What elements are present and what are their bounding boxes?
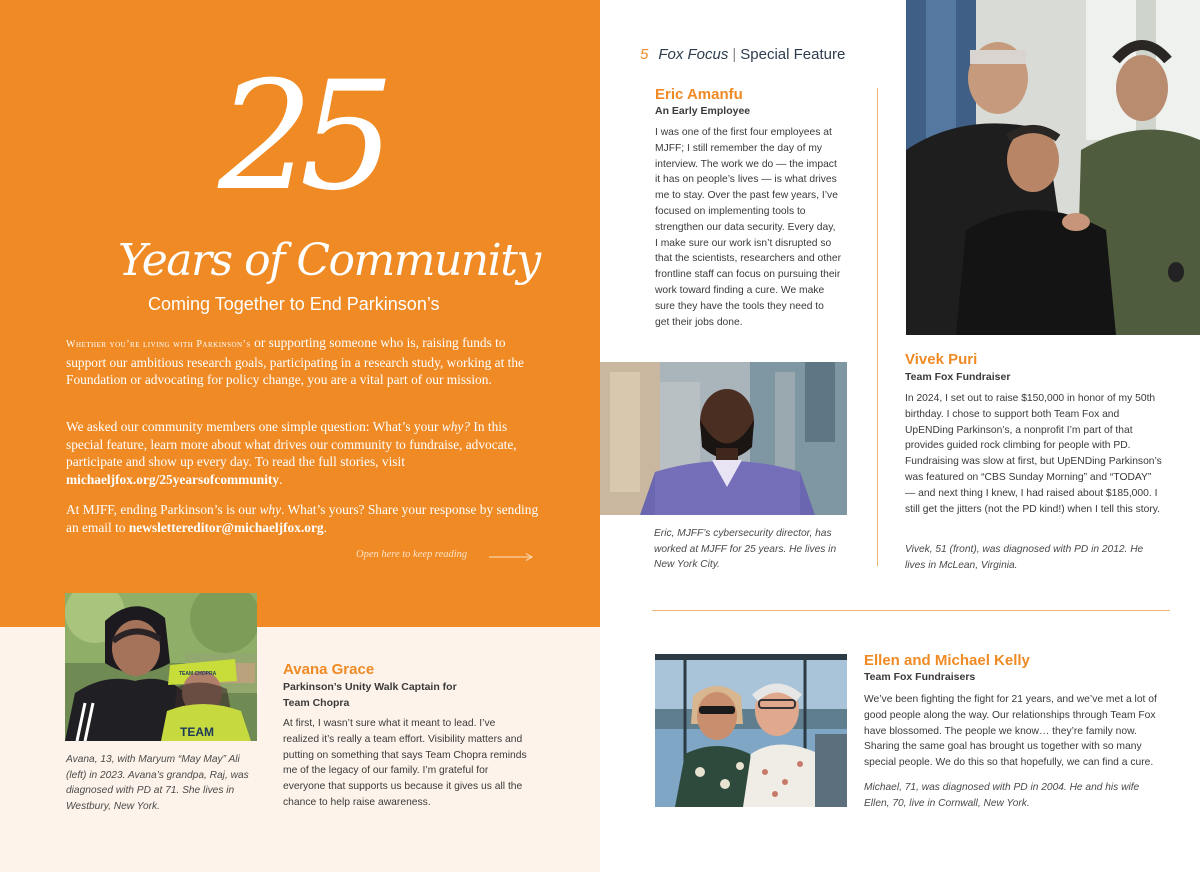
eric-photo [600, 362, 847, 515]
page-header [640, 45, 845, 65]
kelly-photo [655, 654, 847, 807]
eric-body: I was one of the first four employees at MJFF; I still remember the day of my interview. The work we do — the impact it has on people’s lives — is what drives me to stay. Over the past few years, I’ve focused on implementing tools to strengthen our data security. Every day, I make sure our work isn’t disrupted so that the scientists, researchers and other frontline staff can focus on pursuing their work toward finding a cure. We make sure they have the tools they need to get their jobs done. [655, 127, 842, 328]
arrow-right-icon [489, 552, 533, 562]
kelly-name: Ellen and Michael Kelly [864, 652, 1030, 669]
intro-text: . What’s yours? Share your response by sending an email to [66, 502, 539, 535]
section-name: Special Feature [740, 46, 846, 63]
intro-text: . [323, 519, 327, 535]
intro-emphasis: why? [441, 419, 471, 434]
intro-text: At MJFF, ending Parkinson’s is our [66, 502, 260, 517]
hero-number: 25 [218, 50, 381, 224]
page-number: 5 [640, 46, 649, 63]
column-divider [877, 88, 878, 566]
avana-name: Avana Grace [283, 661, 375, 678]
hero-title: Years of Community [118, 235, 540, 286]
publication-name: Fox Focus [658, 46, 729, 63]
intro-paragraph-1 [66, 334, 544, 389]
open-here-note: Open here to keep reading [356, 549, 468, 560]
intro-text: . [279, 471, 283, 487]
avana-body: At first, I wasn’t sure what it meant to lead. I’ve realized it’s really a team effort. Visibility matters and putting on something that says Team Chopra reminds me of the legacy of our family. I’m grateful for everyone that supports us because it gives us all the chance to help raise awareness. [283, 718, 527, 808]
avana-photo [65, 593, 257, 741]
header-separator: | [732, 46, 737, 63]
kelly-body: We’ve been fighting the fight for 21 years, and we’ve met a lot of good people along the way. Our relationships through Team Fox have blossomed. The people we know… they’re family now. Sharing the same goal has brought us together with so many special people. We do this so that hopefully, we can find a cure. [864, 694, 1157, 769]
eric-role: An Early Employee [655, 105, 751, 117]
hero-subtitle: Coming Together to End Parkinson’s [148, 294, 440, 314]
eric-name: Eric Amanfu [655, 86, 743, 103]
shirt-text: TEAM [180, 725, 214, 739]
eric-caption: Eric, MJFF’s cybersecurity director, has worked at MJFF for 25 years. He lives in New York City. [654, 528, 837, 570]
intro-lead-in: Whether you’re living with Parkinson’s [66, 339, 251, 350]
vivek-body: In 2024, I set out to raise $150,000 in honor of my 50th birthday. I chose to support both Team Fox and UpENDing Parkinson’s, a nonprofit I’m part of that provides guided rock climbing for people with PD. Fundraising was slow at first, but UpENDing Parkinson’s was featured on “CBS Sunday Morning” and “TODAY” — and next thing I knew, I had raised about $185,000. I still get the jitters (not the PD kind!) when I tell this story. [905, 393, 1162, 515]
vivek-name: Vivek Puri [905, 351, 978, 368]
kelly-role: Team Fox Fundraisers [864, 671, 976, 683]
avana-caption: Avana, 13, with Maryum “May May” Ali (left) in 2023. Avana’s grandpa, Raj, was diagnosed with PD at 71. She lives in Westbury, New York. [66, 754, 249, 812]
intro-text: We asked our community members one simple question: What’s your [66, 419, 442, 434]
intro-text: In this special feature, learn more about what drives our community to fundraise, advocate, participate and show up every day. To read the full stories, visit [66, 419, 517, 469]
editor-email-link[interactable]: newslettereditor@michaeljfox.org [128, 519, 324, 535]
kelly-caption: Michael, 71, was diagnosed with PD in 2004. He and his wife Ellen, 70, live in Cornwall, New York. [864, 782, 1140, 809]
vivek-caption: Vivek, 51 (front), was diagnosed with PD in 2012. He lives in McLean, Virginia. [905, 544, 1144, 571]
intro-paragraph-2 [66, 418, 544, 488]
vivek-role: Team Fox Fundraiser [905, 371, 1011, 383]
vivek-photo [906, 0, 1200, 335]
intro-text: or supporting someone who is, raising funds to support our ambitious research goals, participating in a research study, working at the Foundation or advocating for policy change, you are a vital part of our mission. [66, 335, 525, 387]
section-divider [652, 610, 1170, 611]
cap-text: TEAM CHOPRA [179, 671, 217, 677]
avana-role: Parkinson’s Unity Walk Captain for Team Chopra [283, 681, 457, 709]
community-link[interactable]: michaeljfox.org/25yearsofcommunity [66, 471, 280, 487]
intro-emphasis: why [259, 502, 282, 517]
intro-paragraph-3 [66, 501, 544, 536]
